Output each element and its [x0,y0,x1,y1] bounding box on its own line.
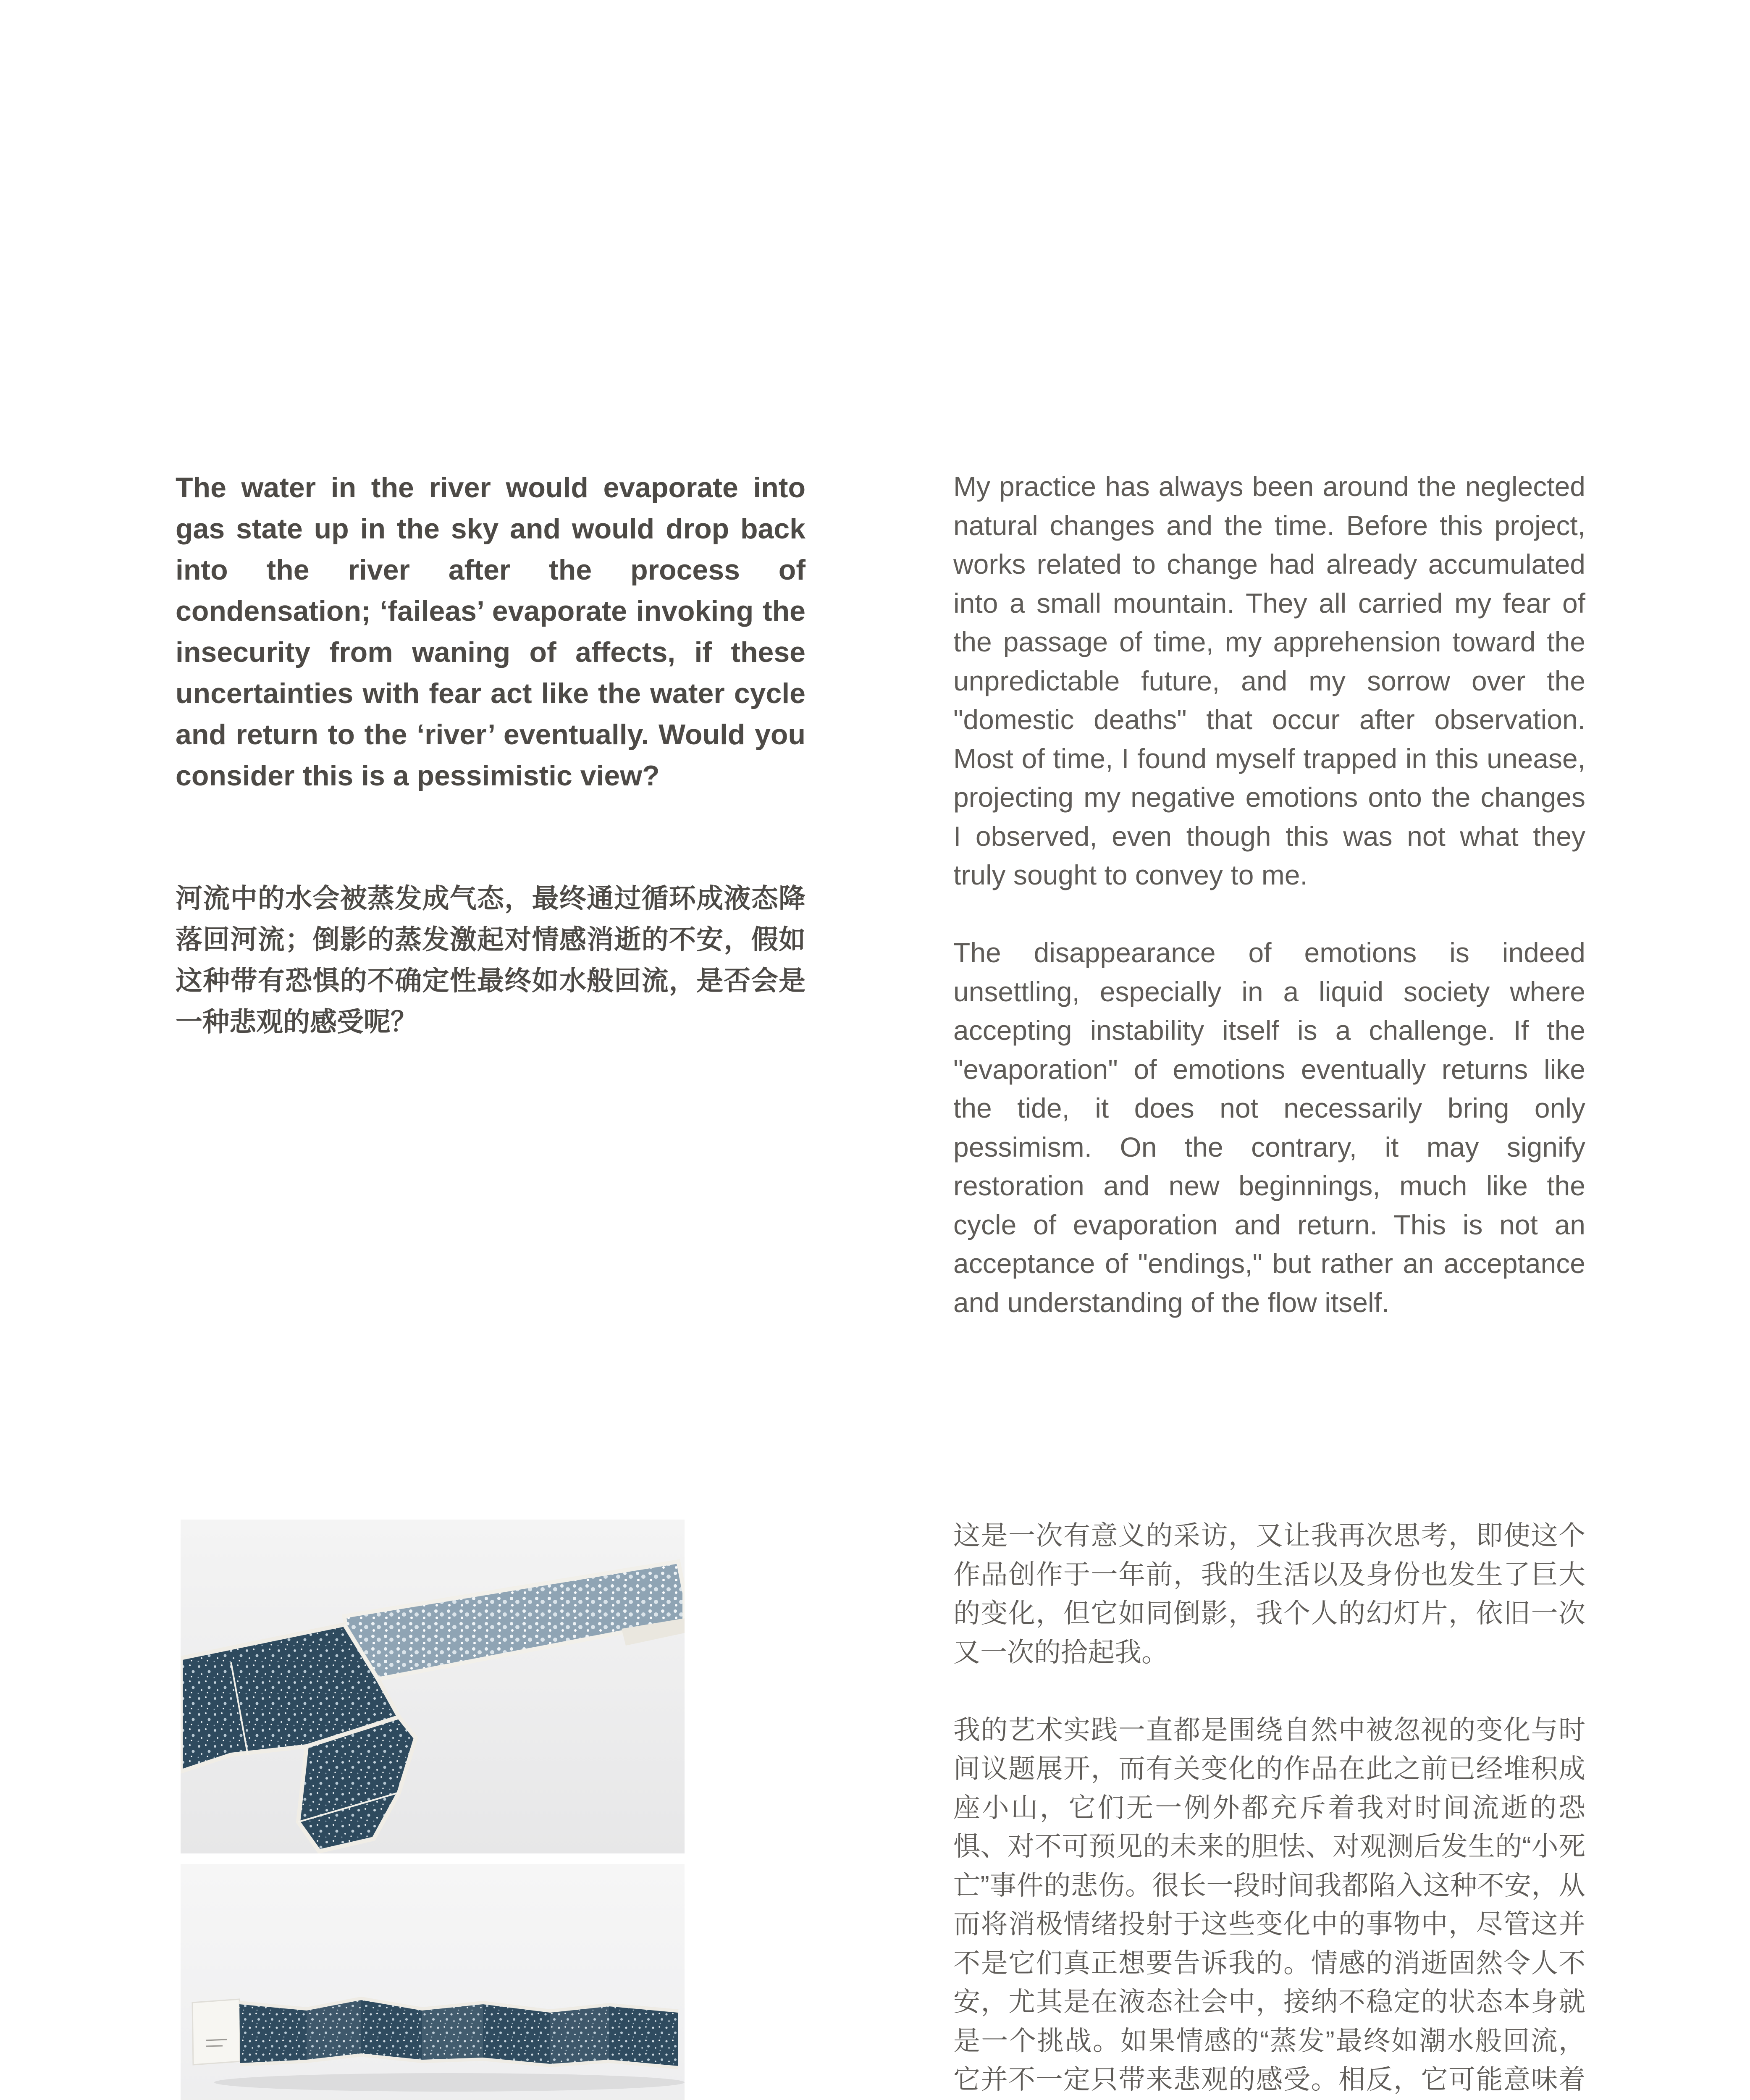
artwork-photo-long-strip [181,1864,685,2100]
answer-chinese [953,1516,1585,2100]
folded-strip-illustration [181,1520,685,1853]
answer-english-paragraph-1: My practice has always been around the neglected natural changes and the time. Before this project, works related to change had already accumulated into a small mountain. They all carried my fear of the passage of time, my apprehension toward the unpredictable future, and my sorrow over the "domestic deaths" that occur after observation. Most of time, I found myself trapped in this unease, projecting my negative emotions onto the changes I observed, even though this was not what they truly sought to convey to me. [953,471,1585,890]
answer-chinese-paragraph-1: 这是一次有意义的采访，又让我再次思考，即使这个作品创作于一年前，我的生活以及身份也发生了巨大的变化，但它如同倒影，我个人的幻灯片，依旧一次又一次的拾起我。 [953,1520,1585,1667]
answer-english-paragraph-2: The disappearance of emotions is indeed unsettling, especially in a liquid society where accepting instability itself is a challenge. If the "evaporation" of emotions eventually returns like the tide, it does not necessarily bring only pessimism. On the contrary, it may signify restoration and new beginnings, much like the cycle of evaporation and return. This is not an acceptance of "endings," but rather an acceptance and understanding of the flow itself. [953,937,1585,1318]
long-strip-illustration [181,1864,685,2100]
question-chinese: 河流中的水会被蒸发成气态，最终通过循环成液态降落回河流；倒影的蒸发激起对情感消逝的不安，假如这种带有恐惧的不确定性最终如水般回流，是否会是一种悲观的感受呢？ [176,883,805,1037]
artwork-photo-folded-strip [181,1520,685,1853]
answer-chinese-paragraph-2: 我的艺术实践一直都是围绕自然中被忽视的变化与时间议题展开，而有关变化的作品在此之前已经堆积成座小山，它们无一例外都充斥着我对时间流逝的恐惧、对不可预见的未来的胆怯、对观测后发生的“小死亡”事件的悲伤。很长一段时间我都陷入这种不安，从而将消极情绪投射于这些变化中的事物中，尽管这并不是它们真正想要告诉我的。情感的消逝固然令人不安，尤其是在液态社会中，接纳不稳定的状态本身就是一个挑战。如果情感的“蒸发”最终如潮水般回流，它并不一定只带来悲观的感受。相反，它可能意味着 [953,1714,1585,2095]
question-english: The water in the river would evaporate into gas state up in the sky and would drop back into the river after the process of condensation; ‘faileas’ evaporate invoking the insecurity from waning of affects, if these uncertainties with fear act like the water cycle and return to the ‘river’ eventually. Would you consider this is a pessimistic view? [176,472,805,792]
answer-english [953,467,1585,1322]
